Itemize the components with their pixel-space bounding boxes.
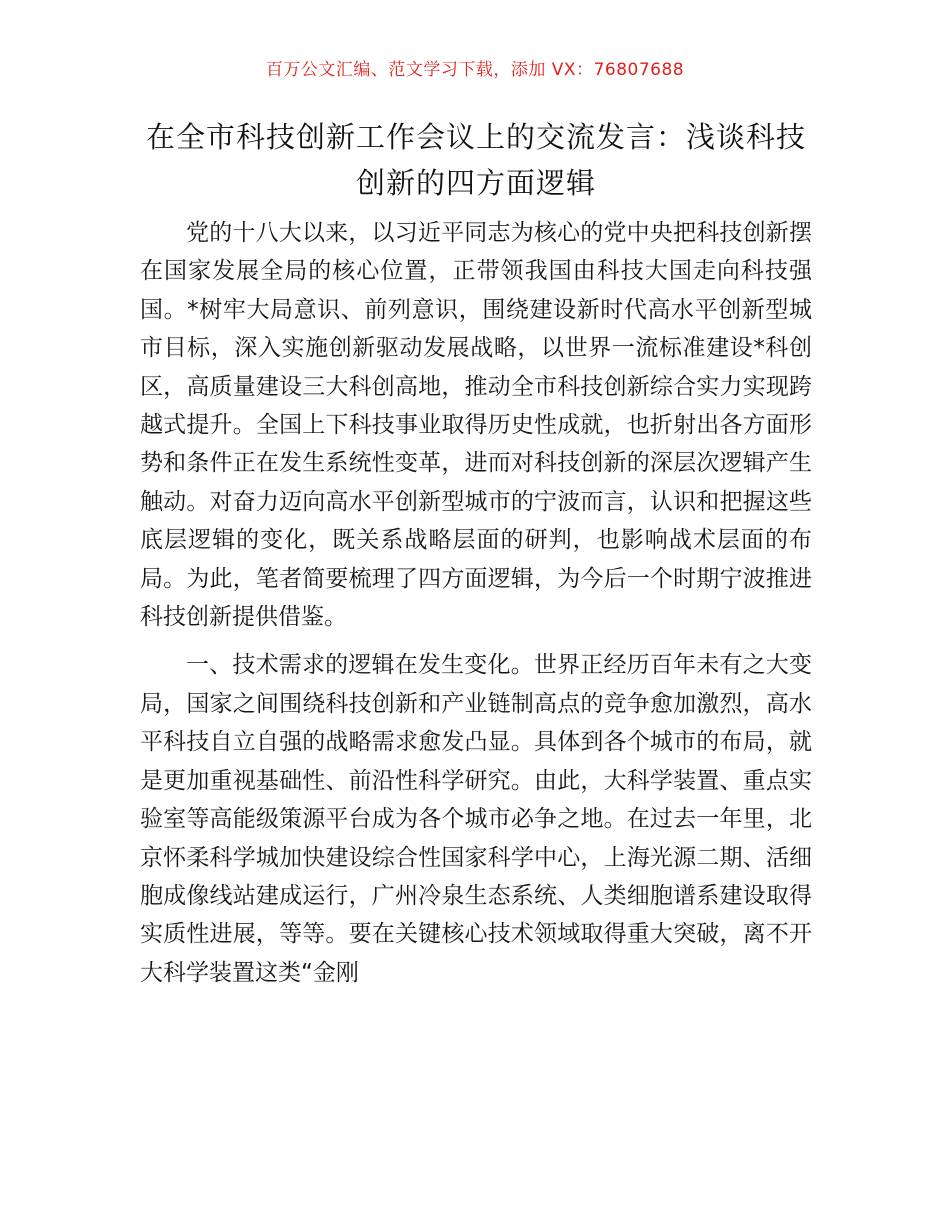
header-banner: 百万公文汇编、范文学习下载，添加 VX：76807688	[265, 60, 685, 80]
paragraph-intro: 党的十八大以来，以习近平同志为核心的党中央把科技创新摆在国家发展全局的核心位置，正带领我国由科技大国走向科技强国。*树牢大局意识、前列意识，围绕建设新时代高水平创新型城市目标，深入实施创新驱动发展战略，以世界一流标准建设*科创区，高质量建设三大科创高地，推动全市科技创新综合实力实现跨越式提升。全国上下科技事业取得历史性成就，也折射出各方面形势和条件正在发生系统性变革，进而对科技创新的深层次逻辑产生触动。对奋力迈向高水平创新型城市的宁波而言，认识和把握这些底层逻辑的变化，既关系战略层面的研判，也影响战术层面的布局。为此，笔者简要梳理了四方面逻辑，为今后一个时期宁波推进科技创新提供借鉴。	[140, 220, 812, 631]
document-title: 在全市科技创新工作会议上的交流发言：浅谈科技创新的四方面逻辑	[145, 120, 806, 200]
paragraph-section-one: 一、技术需求的逻辑在发生变化。世界正经历百年未有之大变局，国家之间围绕科技创新和产业链制高点的竞争愈加激烈，高水平科技自立自强的战略需求愈发凸显。具体到各个城市的布局，就是更加重视基础性、前沿性科学研究。由此，大科学装置、重点实验室等高能级策源平台成为各个城市必争之地。在过去一年里，北京怀柔科学城加快建设综合性国家科学中心，上海光源二期、活细胞成像线站建成运行，广州冷泉生态系统、人类细胞谱系建设取得实质性进展，等等。要在关键核心技术领域取得重大突破，离不开大科学装置这类“金刚	[140, 652, 812, 986]
document-body	[140, 214, 812, 992]
